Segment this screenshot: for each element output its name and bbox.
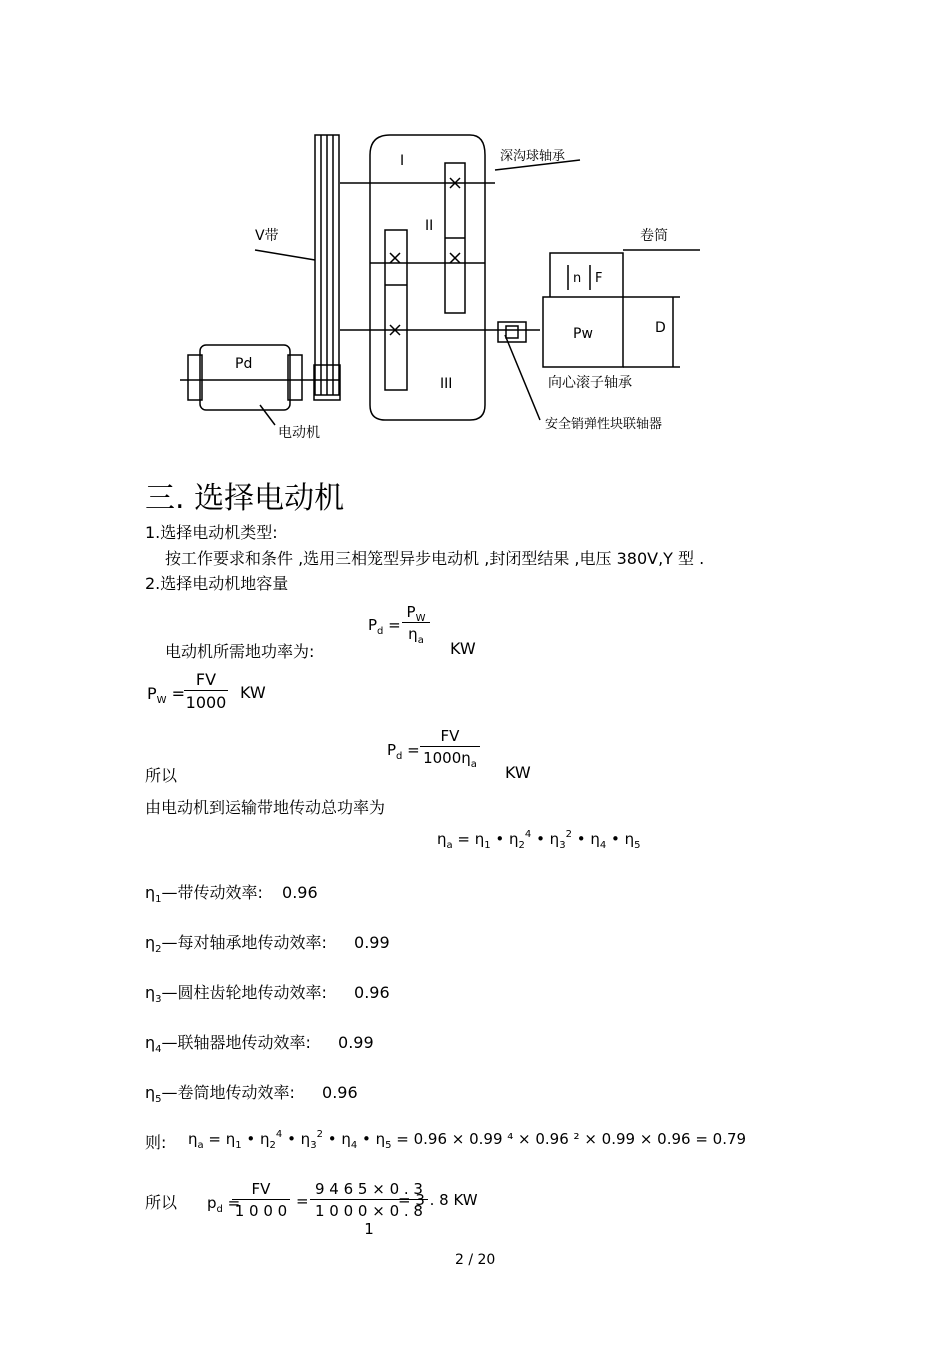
d-label: D [655, 320, 666, 336]
so2-label: 所以 [145, 1193, 178, 1212]
power-required-label: 电动机所需地功率为: [165, 642, 315, 661]
shaft-2-label: II [425, 218, 434, 234]
item2-title: 2.选择电动机地容量 [145, 574, 289, 593]
item1-body: 按工作要求和条件 ,选用三相笼型异步电动机 ,封闭型结果 ,电压 380V,Y 型 . [165, 549, 705, 568]
unit-kw-2: KW [240, 683, 266, 702]
motor-label: 电动机 [278, 425, 320, 441]
vbelt-label: V带 [255, 228, 279, 244]
so-label: 所以 [145, 766, 178, 785]
pd-fraction: $\frac{P_W}{\eta_a}$ [402, 603, 430, 643]
page-number: 2 / 20 [455, 1252, 496, 1268]
transmission-diagram [170, 125, 710, 445]
radial-roller-bearing-label: 向心滚子轴承 [548, 375, 632, 391]
pd-lhs: $P_d$ = [368, 616, 401, 637]
pd2-lhs: $P_d$ = [387, 741, 420, 762]
pw-lhs: $P_W$ = [147, 684, 186, 706]
pd2-fraction: $\frac{FV}{1000\eta_a}$ [420, 727, 480, 767]
eff-item: $\eta_2—$每对轴承地传动效率: 0.99 [145, 933, 390, 955]
then-label: 则: [145, 1133, 167, 1152]
drum-label: 卷筒 [640, 228, 668, 244]
eff-item: $\eta_4—$联轴器地传动效率: 0.99 [145, 1033, 374, 1055]
pw-fraction: $\frac{FV}{1000}$ [185, 670, 227, 712]
item1-title: 1.选择电动机类型: [145, 523, 278, 542]
final-fraction-2: $\frac{9 4 6 5 \times 0 . 3}{1 0 0 0 \times 0 . 8 1}$ [310, 1180, 428, 1238]
pw-label: Pw [573, 326, 593, 342]
pd-label: Pd [235, 356, 253, 372]
eff-item: $\eta_3—$圆柱齿轮地传动效率: 0.96 [145, 983, 390, 1005]
deep-groove-bearing-label: 深沟球轴承 [500, 149, 566, 164]
equals-sign: = [296, 1192, 309, 1210]
shaft-3-label: III [440, 376, 453, 392]
f-label: F [595, 271, 603, 286]
section-title: 三. 选择电动机 [145, 481, 345, 516]
total-eff-label: 由电动机到运输带地传动总功率为 [145, 798, 386, 817]
final-fraction-1: $\frac{FV}{1 0 0 0}$ [232, 1180, 290, 1220]
coupling-label: 安全销弹性块联轴器 [545, 417, 663, 432]
eff-equation: $\eta_a = \eta_1$ • $\eta_2^4$ • $\eta_3^2$ • $\eta_4$ • $\eta_5$ [437, 829, 641, 851]
eff-item: $\eta_1—$带传动效率: 0.96 [145, 883, 318, 905]
final-lhs: $p_d$ = [207, 1194, 241, 1215]
final-result: = 3 . 8 KW [398, 1191, 478, 1209]
unit-kw-3: KW [505, 763, 531, 782]
unit-kw-1: KW [450, 639, 476, 658]
then-equation: $\eta_a = \eta_1$ • $\eta_2^4$ • $\eta_3^2$ • $\eta_4$ • $\eta_5 = 0.96 \times 0.99$ ⁴ × 0.96 ² × 0.99 × 0.96 = 0.79 [188, 1129, 747, 1151]
eff-item: $\eta_5—$卷筒地传动效率: 0.96 [145, 1083, 358, 1105]
n-label: n [573, 271, 582, 286]
shaft-1-label: I [400, 153, 405, 169]
